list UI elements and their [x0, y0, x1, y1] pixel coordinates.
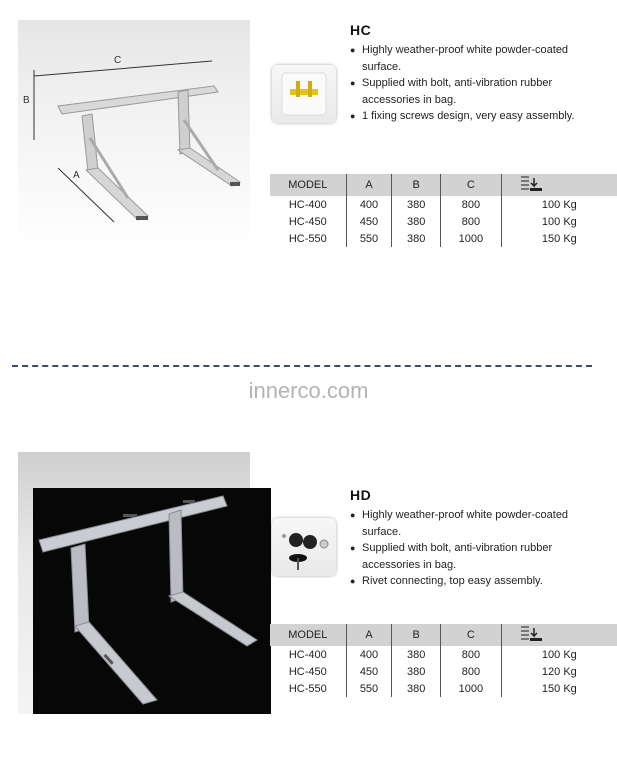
table-cell: HC-550 — [288, 682, 327, 695]
table-cell: 100 Kg — [501, 196, 617, 213]
table-cell: 550 — [346, 230, 392, 247]
table-row — [270, 646, 617, 663]
table-cell: 400 — [346, 646, 392, 663]
table-cell: 450 — [346, 213, 392, 230]
col-header-b: B — [392, 174, 441, 196]
hc-product-photo — [18, 20, 250, 252]
table-cell: 100 Kg — [501, 213, 617, 230]
hd-feature-list — [350, 507, 580, 590]
table-cell: 150 Kg — [501, 680, 617, 697]
table-cell: 120 Kg — [501, 663, 617, 680]
table-row — [270, 213, 617, 230]
hd-feature-2: ● Supplied with bolt, anti-vibration rubber accessories in bag. — [350, 540, 580, 573]
hc-bracket-illustration — [18, 20, 250, 252]
load-capacity-icon — [520, 625, 544, 643]
hd-spec-table — [270, 624, 617, 697]
col-header-load — [501, 624, 617, 646]
table-cell: 450 — [346, 663, 392, 680]
hc-accessory-thumbnail — [272, 65, 336, 123]
col-header-model: MODEL — [270, 624, 346, 646]
hc-spec-table — [270, 174, 617, 247]
table-cell: HC-450 — [288, 215, 327, 228]
hd-title: HD — [350, 487, 372, 503]
table-cell: 800 — [441, 646, 502, 663]
dimension-label-c: C — [114, 55, 122, 66]
table-row — [270, 230, 617, 247]
hc-title: HC — [350, 22, 372, 38]
col-header-c: C — [441, 624, 502, 646]
hd-feature-3: ● Rivet connecting, top easy assembly. — [350, 573, 580, 590]
rubber-pad-icon — [272, 518, 336, 576]
table-cell: HC-400 — [288, 648, 327, 661]
hd-feature-1: ● Highly weather-proof white powder-coated surface. — [350, 507, 580, 540]
load-capacity-icon — [520, 175, 544, 193]
col-header-model: MODEL — [270, 174, 346, 196]
col-header-a: A — [346, 174, 392, 196]
table-cell: HC-400 — [288, 198, 327, 211]
table-cell: 380 — [392, 213, 441, 230]
table-cell: HC-450 — [288, 665, 327, 678]
table-row — [270, 196, 617, 213]
col-header-b: B — [392, 624, 441, 646]
table-cell: 800 — [441, 213, 502, 230]
table-header-row — [270, 624, 617, 646]
table-cell: 380 — [392, 646, 441, 663]
table-cell: HC-550 — [288, 232, 327, 245]
table-cell: 400 — [346, 196, 392, 213]
hd-accessory-thumbnail — [272, 518, 336, 576]
table-cell: 380 — [392, 663, 441, 680]
screw-bag-icon — [272, 65, 336, 123]
dimension-label-b: B — [23, 95, 30, 106]
hd-product-photo — [33, 488, 271, 714]
table-cell: 1000 — [441, 230, 502, 247]
dimension-label-a: A — [73, 170, 80, 181]
hd-bracket-illustration — [33, 488, 271, 714]
table-cell: 800 — [441, 663, 502, 680]
table-cell: 380 — [392, 680, 441, 697]
table-row — [270, 663, 617, 680]
table-cell: 380 — [392, 196, 441, 213]
table-row — [270, 680, 617, 697]
hc-feature-1: ● Highly weather-proof white powder-coated surface. — [350, 42, 580, 75]
hc-feature-2: ● Supplied with bolt, anti-vibration rubber accessories in bag. — [350, 75, 580, 108]
table-header-row — [270, 174, 617, 196]
hc-feature-3: ● 1 fixing screws design, very easy assembly. — [350, 108, 580, 125]
table-cell: 100 Kg — [501, 646, 617, 663]
table-cell: 550 — [346, 680, 392, 697]
hc-feature-list — [350, 42, 580, 125]
col-header-a: A — [346, 624, 392, 646]
table-cell: 380 — [392, 230, 441, 247]
section-divider — [12, 365, 592, 367]
col-header-c: C — [441, 174, 502, 196]
table-cell: 150 Kg — [501, 230, 617, 247]
col-header-load — [501, 174, 617, 196]
table-cell: 1000 — [441, 680, 502, 697]
watermark-text: innerco.com — [248, 378, 369, 403]
table-cell: 800 — [441, 196, 502, 213]
